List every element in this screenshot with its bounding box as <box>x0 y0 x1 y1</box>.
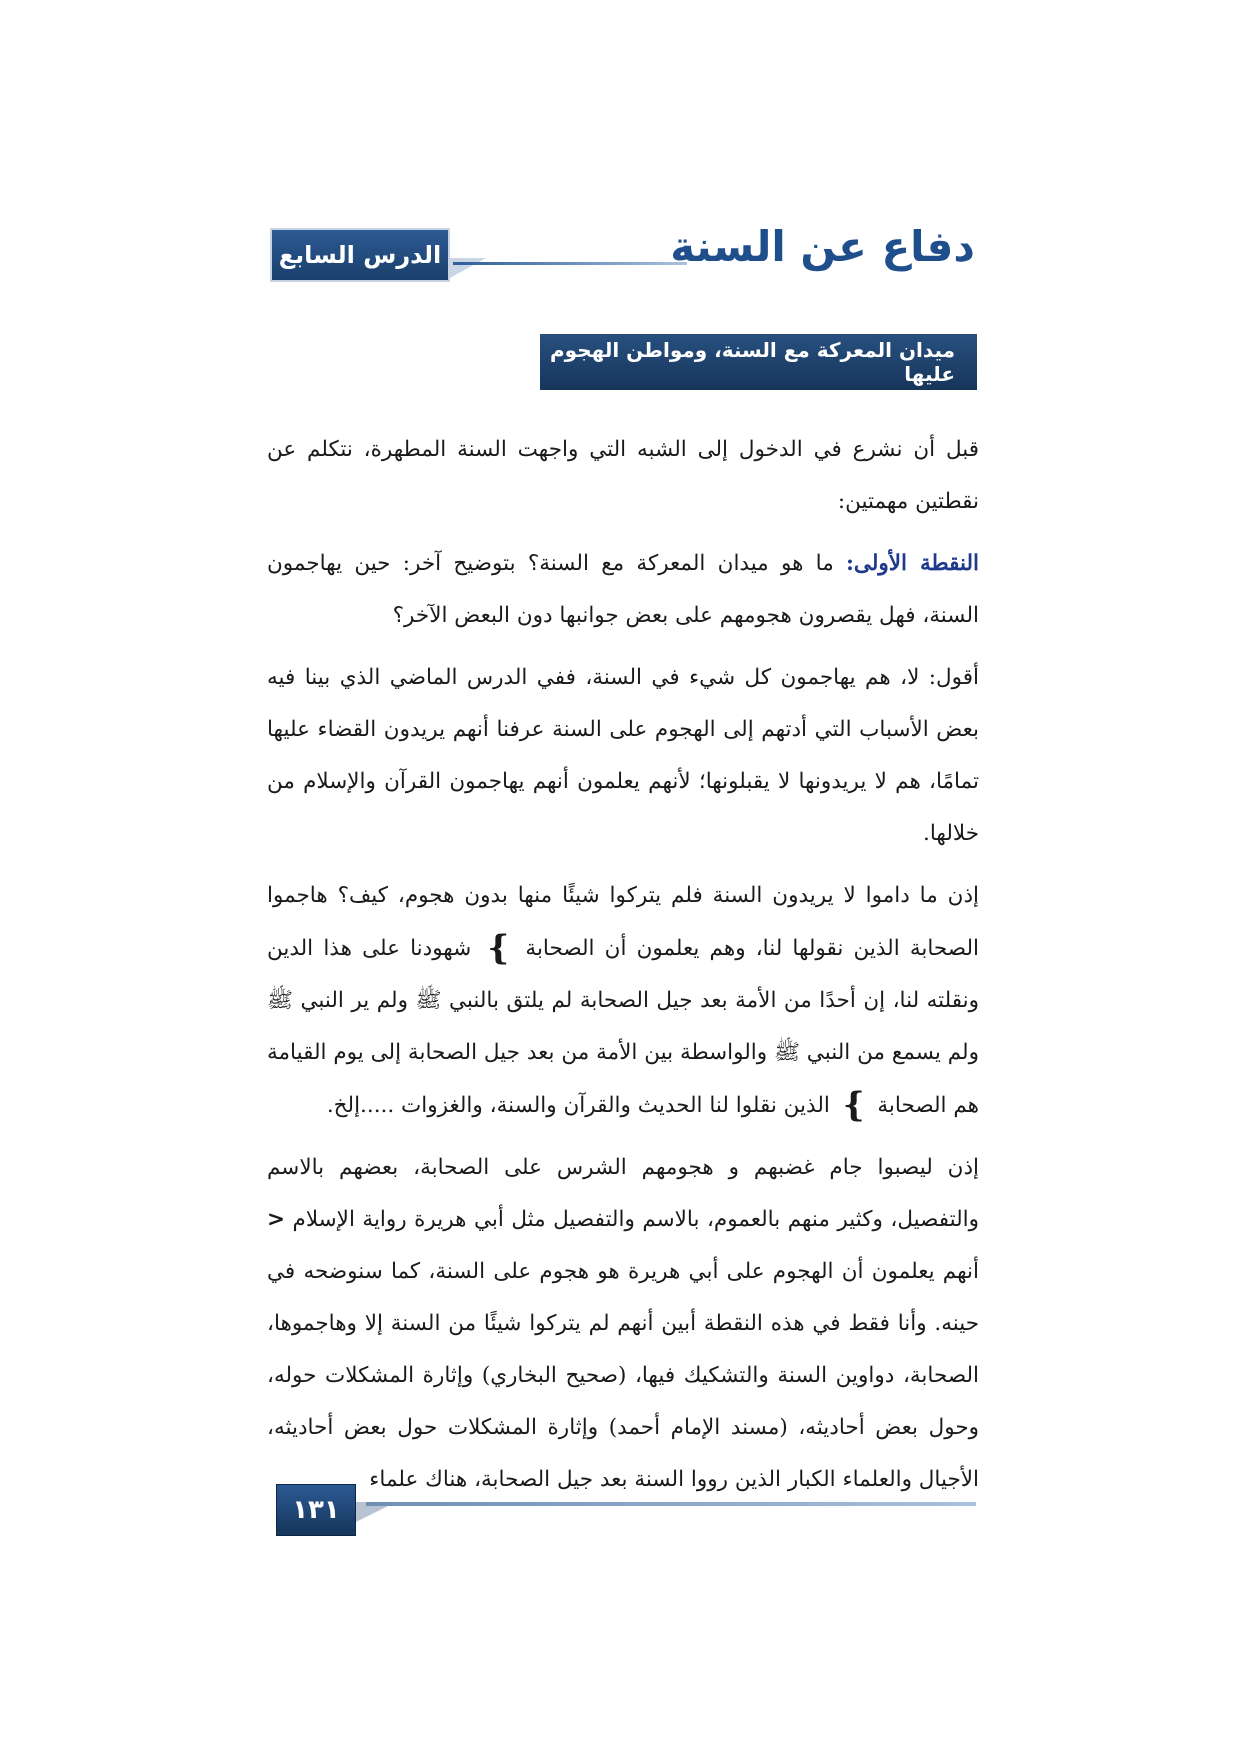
book-title: دفاع عن السنة <box>670 222 975 271</box>
arrow-symbol: < <box>267 1207 286 1232</box>
paragraph-3-part-b: شهودنا على هذا الدين ونقلته لنا، إن أحدًا من الأمة بعد جيل الصحابة لم يلتق بالنبي ﷺ ولم ير النبي ﷺ ولم يسمع من النبي ﷺ والواسطة بين الأمة من بعد جيل الصحابة إلى يوم القيامة هم الصحابة <box>267 936 979 1118</box>
paragraph-4-part-a: إذن ليصبوا جام غضبهم و هجومهم الشرس على الصحابة، بعضهم بالاسم والتفصيل، وكثير منهم بالعموم، بالاسم والتفصيل مثل أبي هريرة رواية الإسلام <box>267 1155 980 1232</box>
paragraph-4 <box>267 1142 979 1506</box>
body-text <box>267 424 979 1516</box>
paragraph-4-part-b: أنهم يعلمون أن الهجوم على أبي هريرة هو هجوم على السنة، كما سنوضحه في حينه. وأنا فقط في هذه النقطة أبين أنهم لم يتركوا شيئًا من السنة إلا وهاجموها، الصحابة، دواوين السنة والتشكيك فيها، (صحيح البخاري) وإثارة المشكلات حوله، وحول بعض أحاديثه، (مسند الإمام أحمد) وإثارة المشكلات حول بعض أحاديثه، الأجيال والعلماء الكبار الذين رووا السنة بعد جيل الصحابة، هناك علماء <box>267 1259 979 1492</box>
paragraph-2: أقول: لا، هم يهاجمون كل شيء في السنة، ففي الدرس الماضي الذي بينا فيه بعض الأسباب التي أدتهم إلى الهجوم على السنة عرفنا أنهم يريدون القضاء عليها تمامًا، هم لا يريدونها لا يقبلونها؛ لأنهم يعلمون أنهم يهاجمون القرآن والإسلام من خلالها. <box>267 665 979 846</box>
section-title-banner <box>540 334 977 390</box>
header-wedge-decoration <box>450 258 486 278</box>
point-one-label: النقطة الأولى: <box>846 551 979 576</box>
page-footer <box>276 1484 976 1536</box>
page-number: ١٣١ <box>276 1484 356 1536</box>
brace-symbol: } <box>842 1085 865 1125</box>
intro-paragraph: قبل أن نشرع في الدخول إلى الشبه التي واجهت السنة المطهرة، نتكلم عن نقطتين مهمتين: <box>267 437 979 514</box>
footer-rule <box>366 1502 976 1506</box>
paragraph-3-part-c: الذين نقلوا لنا الحديث والقرآن والسنة، والغزوات .....إلخ. <box>326 1093 830 1118</box>
brace-symbol: } <box>487 928 510 968</box>
paragraph-3-part-a: إذن ما داموا لا يريدون السنة فلم يتركوا شيئًا منها بدون هجوم، كيف؟ هاجموا الصحابة الذين نقولها لنا، وهم يعلمون أن الصحابة <box>267 883 979 961</box>
lesson-badge: الدرس السابع <box>270 228 450 282</box>
section-title: ميدان المعركة مع السنة، ومواطن الهجوم عليها <box>550 338 955 386</box>
point-one-text: ما هو ميدان المعركة مع السنة؟ بتوضيح آخر: حين يهاجمون السنة، فهل يقصرون هجومهم على بعض جوانبها دون البعض الآخر؟ <box>267 551 979 628</box>
point-one-paragraph <box>267 538 979 642</box>
header-rule <box>453 262 687 265</box>
page-header <box>270 222 975 288</box>
paragraph-3 <box>267 870 979 1132</box>
